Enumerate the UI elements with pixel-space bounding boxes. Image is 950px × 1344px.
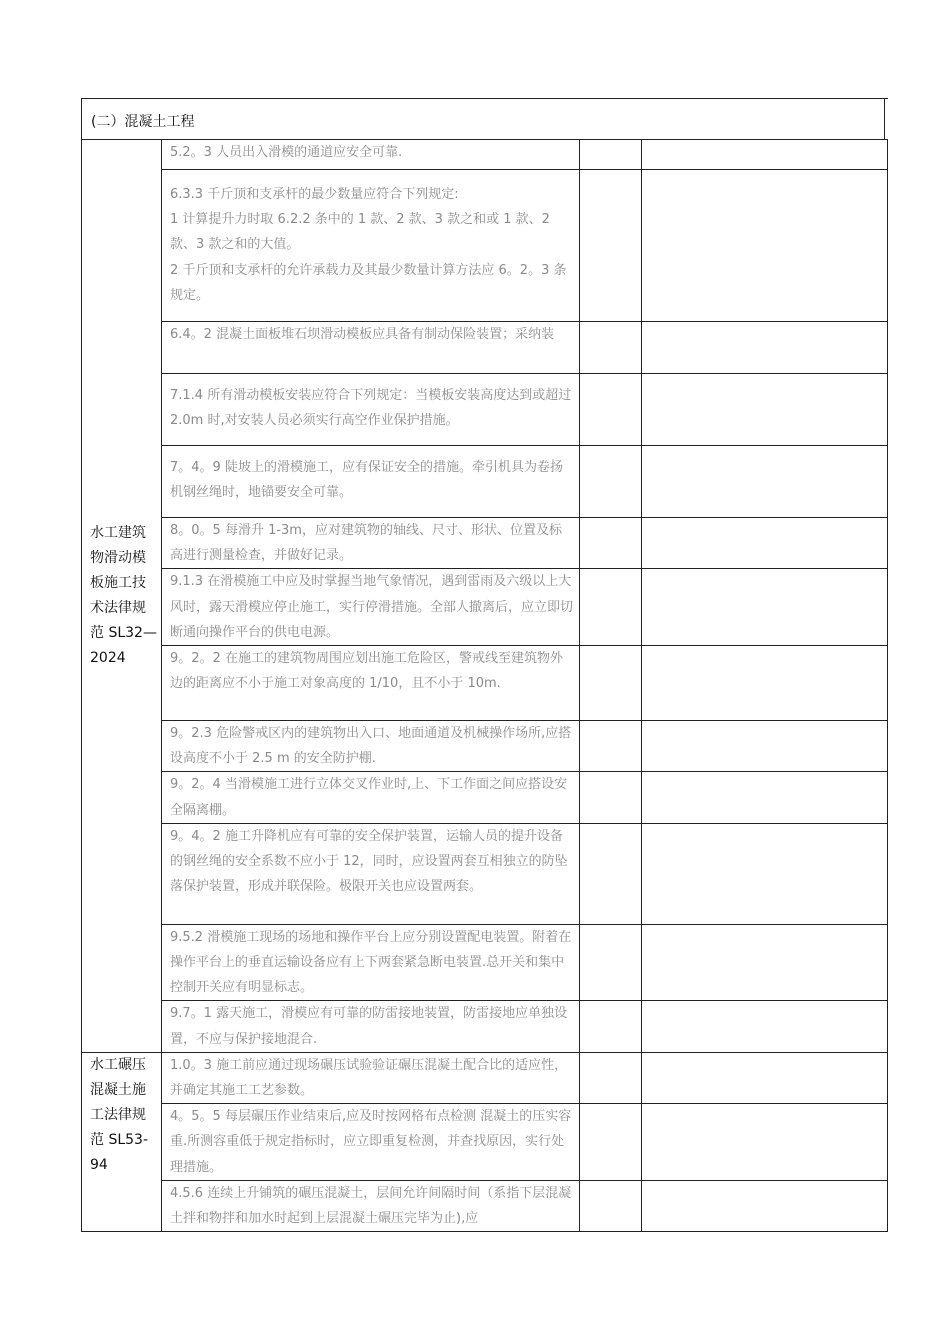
clause-cell <box>162 721 580 772</box>
remark-cell <box>642 140 888 170</box>
clause-cell <box>162 1001 580 1052</box>
table-row <box>82 446 888 518</box>
remark-cell <box>642 446 888 518</box>
checklist-sheet <box>81 98 887 1232</box>
clause-text: 9。2。4 当滑模施工进行立体交叉作业时,上、下工作面之间应搭设安全隔离棚。 <box>170 777 568 818</box>
remark-cell <box>642 924 888 1001</box>
clause-cell <box>162 140 580 170</box>
remark-cell <box>642 322 888 374</box>
check-cell <box>580 924 642 1001</box>
check-cell <box>580 1180 642 1231</box>
clause-cell <box>162 569 580 646</box>
section-header <box>81 98 885 140</box>
clause-cell <box>162 446 580 518</box>
table-row <box>82 772 888 823</box>
remark-cell <box>642 1104 888 1181</box>
table-row <box>82 721 888 772</box>
clause-cell <box>162 170 580 322</box>
remark-cell <box>642 1001 888 1052</box>
table-row <box>82 1104 888 1181</box>
clause-cell <box>162 1052 580 1103</box>
remark-cell <box>642 823 888 924</box>
clause-text: 4.5.6 连续上升铺筑的碾压混凝土，层间允许间隔时间（系指下层混凝土拌和物拌和加水时起到上层混凝土碾压完毕为止),应 <box>170 1185 572 1227</box>
clause-text: 8。0。5 每滑升 1-3m，应对建筑物的轴线、尺寸、形状、位置及标高进行测量检查，并做好记录。 <box>170 523 562 564</box>
table-row <box>82 1180 888 1231</box>
category-cell: 水工建筑物滑动模板施工技术法律规范 SL32—2024 <box>82 140 162 1053</box>
check-cell <box>580 374 642 446</box>
remark-cell <box>642 721 888 772</box>
clause-table <box>81 139 888 1232</box>
remark-cell <box>642 170 888 322</box>
remark-cell <box>642 1180 888 1231</box>
clause-text: 6.4。2 混凝土面板堆石坝滑动模板应具备有制动保险装置；采纳装 <box>170 327 555 342</box>
clause-cell <box>162 322 580 374</box>
remark-cell <box>642 569 888 646</box>
check-cell <box>580 446 642 518</box>
clause-text: 4。5。5 每层碾压作业结束后,应及时按网格布点检测 混凝土的压实容重.所测容重低于规定指标时，应立即重复检测，并查找原因，实行处理措施。 <box>170 1109 572 1175</box>
clause-cell <box>162 772 580 823</box>
table-row <box>82 322 888 374</box>
table-row <box>82 1052 888 1103</box>
remark-cell <box>642 772 888 823</box>
clause-text: 9。2.3 危险警戒区内的建筑物出入口、地面通道及机械操作场所,应搭设高度不小于 2.5 m 的安全防护棚. <box>170 726 572 767</box>
clause-cell <box>162 646 580 721</box>
remark-cell <box>642 374 888 446</box>
check-cell <box>580 569 642 646</box>
table-row <box>82 646 888 721</box>
check-cell <box>580 1001 642 1052</box>
clause-text: 6.3.3 千斤顶和支承杆的最少数量应符合下列规定: 1 计算提升力时取 6.2.2 条中的 1 款、2 款、3 款之和或 1 款、2 款、3 款之和的大值。 2 千斤顶和支承杆的允许承载力及其最少数量计算方法应 6。2。3 条规定。 <box>170 187 567 303</box>
clause-cell <box>162 1104 580 1181</box>
table-row <box>82 374 888 446</box>
clause-text: 9。4。2 施工升降机应有可靠的安全保护装置，运输人员的提升设备的钢丝绳的安全系数不应小于 12，同时，应设置两套互相独立的防坠落保护装置，形成并联保险。极限开关也应设置两套。 <box>170 828 568 895</box>
clause-text: 9.1.3 在滑模施工中应及时掌握当地气象情况，遇到雷雨及六级以上大风时，露天滑模应停止施工，实行停滑措施。全部人撤离后，应立即切断通向操作平台的供电电源。 <box>170 574 574 640</box>
table-row <box>82 1001 888 1052</box>
clause-text: 9。2。2 在施工的建筑物周围应划出施工危险区，警戒线至建筑物外边的距离应不小于施工对象高度的 1/10，且不小于 10m. <box>170 651 563 692</box>
clause-cell <box>162 1180 580 1231</box>
table-row <box>82 170 888 322</box>
clause-text: 5.2。3 人员出入滑模的通道应安全可靠. <box>170 145 403 160</box>
remark-cell <box>642 1052 888 1103</box>
check-cell <box>580 518 642 569</box>
check-cell <box>580 1104 642 1181</box>
clause-text: 1.0。3 施工前应通过现场碾压试验验证碾压混凝土配合比的适应性，并确定其施工工艺参数。 <box>170 1057 568 1099</box>
check-cell <box>580 772 642 823</box>
remark-cell <box>642 646 888 721</box>
remark-cell <box>642 518 888 569</box>
check-cell <box>580 170 642 322</box>
table-row <box>82 823 888 924</box>
clause-cell <box>162 374 580 446</box>
check-cell <box>580 322 642 374</box>
header-top-line <box>885 98 888 99</box>
table-row <box>82 140 888 170</box>
clause-text: 7。4。9 陡坡上的滑模施工，应有保证安全的措施。牵引机具为卷扬机钢丝绳时，地锚要安全可靠。 <box>170 460 563 501</box>
clause-cell <box>162 924 580 1001</box>
section-title: (二）混凝土工程 <box>91 114 195 130</box>
clause-cell <box>162 518 580 569</box>
check-cell <box>580 646 642 721</box>
check-cell <box>580 823 642 924</box>
table-row <box>82 924 888 1001</box>
check-cell <box>580 140 642 170</box>
check-cell <box>580 721 642 772</box>
table-row <box>82 518 888 569</box>
check-cell <box>580 1052 642 1103</box>
category-cell: 水工碾压混凝土施工法律规范 SL53-94 <box>82 1052 162 1231</box>
clause-cell <box>162 823 580 924</box>
clause-text: 9.7。1 露天施工，滑模应有可靠的防雷接地装置，防雷接地应单独设置，不应与保护接地混合. <box>170 1006 568 1047</box>
clause-text: 7.1.4 所有滑动模板安装应符合下列规定：当模板安装高度达到或超过 2.0m 时,对安装人员必须实行高空作业保护措施。 <box>170 388 572 429</box>
table-row <box>82 569 888 646</box>
clause-text: 9.5.2 滑模施工现场的场地和操作平台上应分别设置配电装置。附着在操作平台上的垂直运输设备应有上下两套紧急断电装置.总开关和集中控制开关应有明显标志。 <box>170 929 572 996</box>
